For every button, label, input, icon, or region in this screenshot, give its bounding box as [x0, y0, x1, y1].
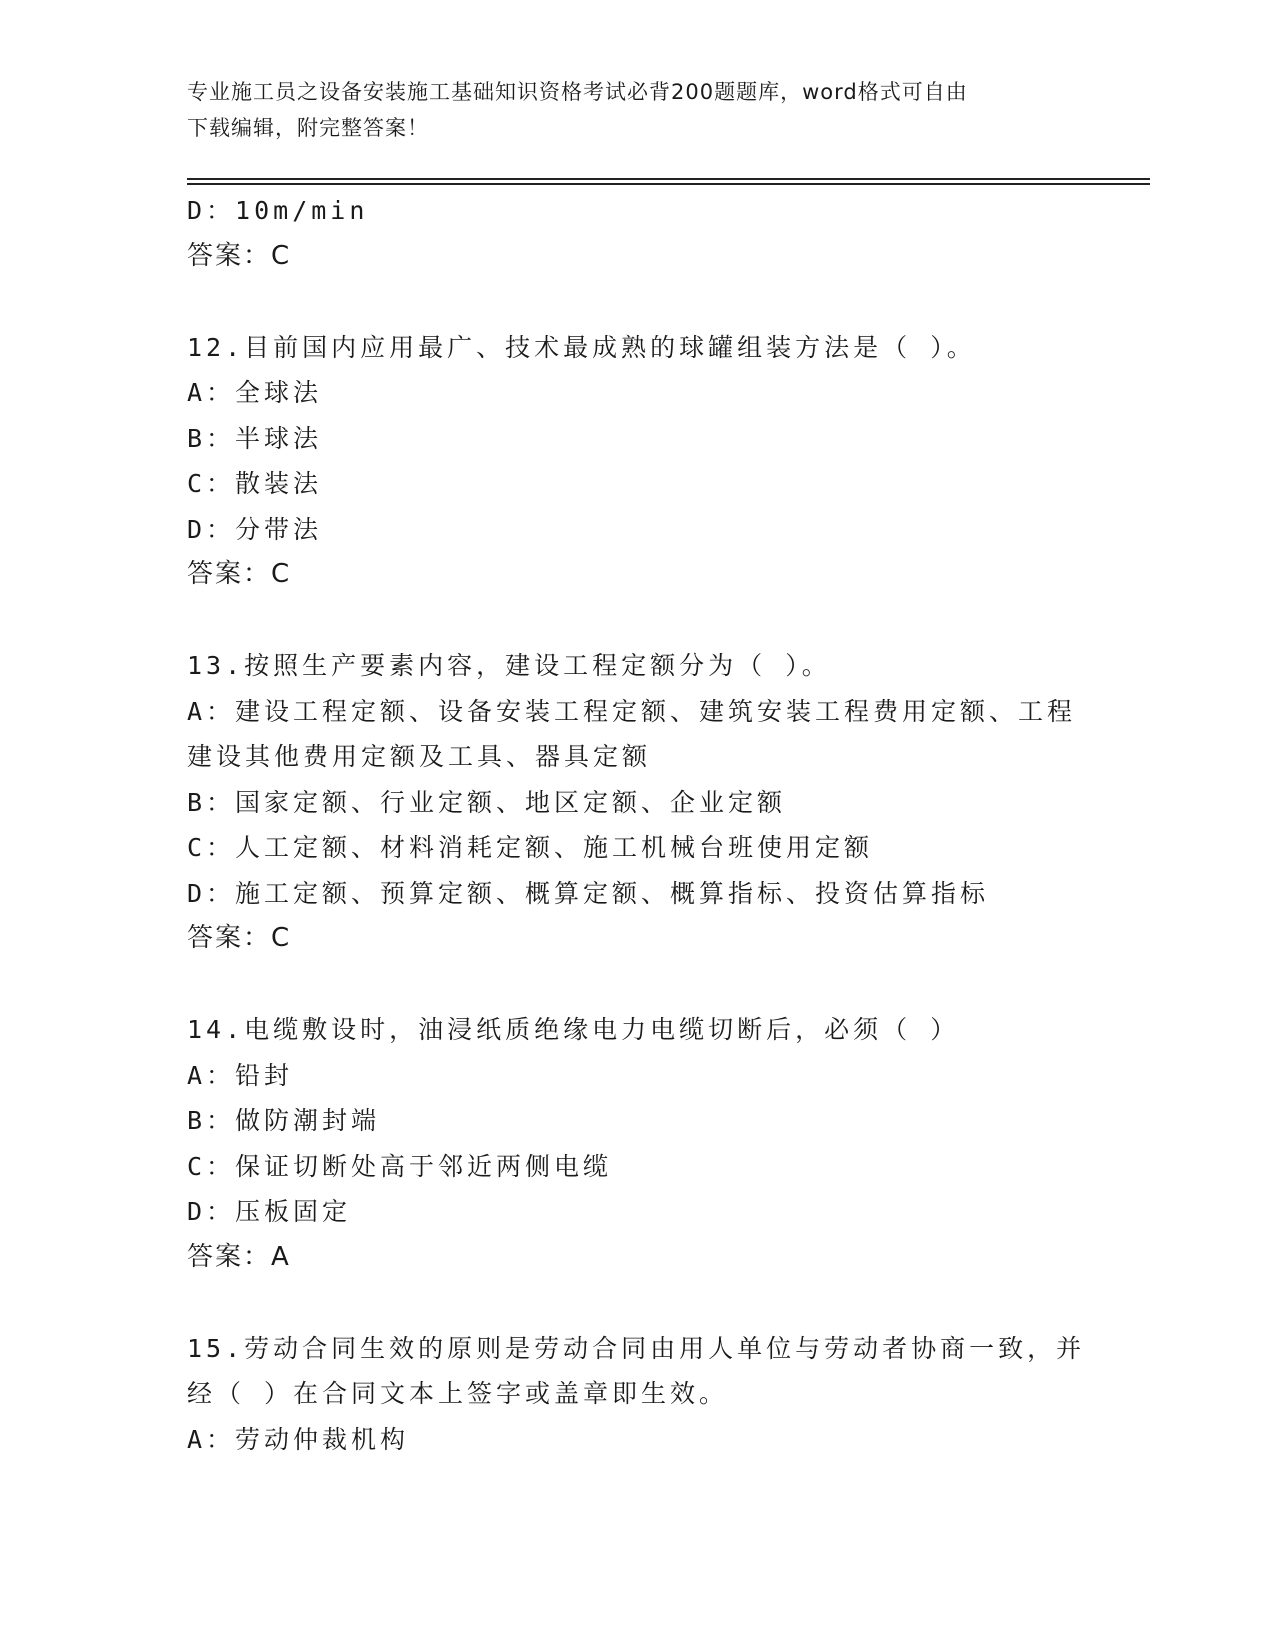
- answer-line: 答案：C: [187, 923, 292, 953]
- option-a: A：全球法: [187, 378, 323, 407]
- answer-line: 答案：C: [187, 559, 292, 589]
- option-d: D：压板固定: [187, 1197, 352, 1226]
- question-14: 14.电缆敷设时，油浸纸质绝缘电力电缆切断后，必须（ ）: [187, 1015, 960, 1044]
- question-13: 13.按照生产要素内容，建设工程定额分为（ ）。: [187, 651, 831, 680]
- option-d: D：分带法: [187, 514, 323, 544]
- header-rule-top: [187, 178, 1150, 180]
- question-15-continued: 经（ ）在合同文本上签字或盖章即生效。: [187, 1379, 729, 1408]
- option-a: A：劳动仲裁机构: [187, 1424, 410, 1454]
- option-b: B：国家定额、行业定额、地区定额、企业定额: [187, 787, 787, 817]
- option-c: C：散装法: [187, 469, 323, 498]
- option-c: C：保证切断处高于邻近两侧电缆: [187, 1151, 613, 1181]
- document-body: [187, 188, 1087, 1462]
- question-15: 15.劳动合同生效的原则是劳动合同由用人单位与劳动者协商一致，并: [187, 1333, 1086, 1363]
- option-a-continued: 建设其他费用定额及工具、器具定额: [187, 742, 652, 771]
- option-b: B：半球法: [187, 423, 323, 453]
- page-header: [187, 74, 1067, 146]
- header-line-1: 专业施工员之设备安装施工基础知识资格考试必背200题题库，word格式可自由: [187, 80, 968, 104]
- spacer: [187, 962, 1087, 1008]
- option-a: A：铅封: [187, 1060, 294, 1090]
- header-line-2: 下载编辑，附完整答案！: [187, 116, 429, 140]
- question-12: 12.目前国内应用最广、技术最成熟的球罐组装方法是（ ）。: [187, 332, 976, 362]
- spacer: [187, 598, 1087, 644]
- option-c: C：人工定额、材料消耗定额、施工机械台班使用定额: [187, 833, 874, 862]
- spacer: [187, 279, 1087, 325]
- spacer: [187, 1280, 1087, 1326]
- option-d: D：施工定额、预算定额、概算定额、概算指标、投资估算指标: [187, 878, 990, 908]
- header-rule-bottom: [187, 183, 1150, 185]
- answer-line: 答案：C: [187, 240, 292, 271]
- option-d: D：10m/min: [187, 196, 369, 225]
- option-b: B：做防潮封端: [187, 1106, 381, 1135]
- option-a: A：建设工程定额、设备安装工程定额、建筑安装工程费用定额、工程: [187, 696, 1077, 726]
- answer-line: 答案：A: [187, 1241, 291, 1272]
